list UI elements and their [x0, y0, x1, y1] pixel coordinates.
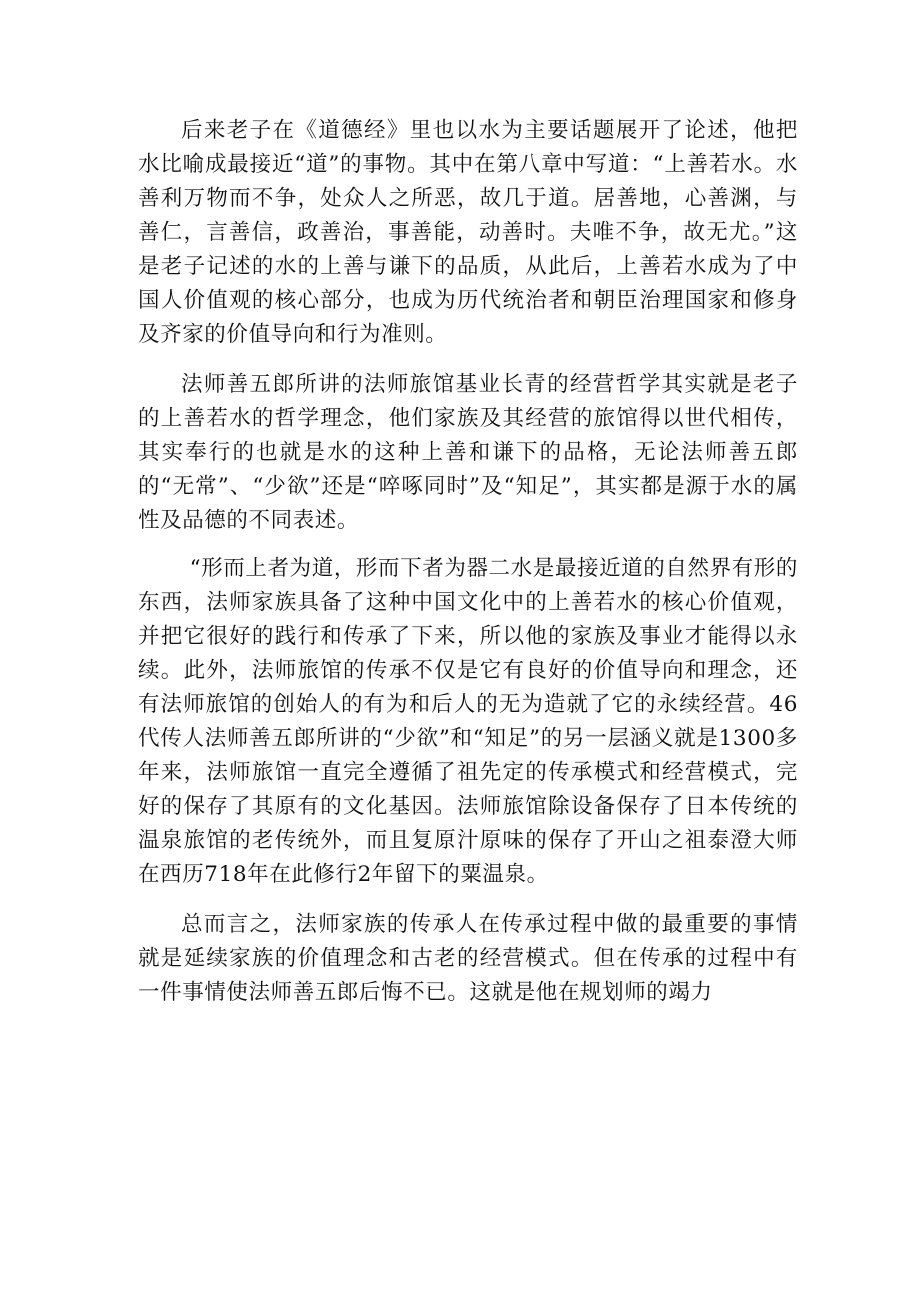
paragraph-conclusion: 总而言之，法师家族的传承人在传承过程中做的最重要的事情就是延续家族的价值理念和古老的经营模式。但在传承的过程中有一件事情使法师善五郎后悔不已。这就是他在规划师的竭力: [138, 912, 798, 1005]
paragraph-heritage: “形而上者为道，形而下者为器二水是最接近道的自然界有形的东西，法师家族具备了这种中国文化中的上善若水的核心价值观，并把它很好的践行和传承了下来，所以他的家族及事业才能得以永续。此外，法师旅馆的传承不仅是它有良好的价值导向和理念，还有法师旅馆的创始人的有为和后人的无为造就了它的永续经营。46代传人法师善五郎所讲的“少欲”和“知足”的另一层涵义就是1300多年来，法师旅馆一直完全遵循了祖先定的传承模式和经营模式，完好的保存了其原有的文化基因。法师旅馆除设备保存了日本传统的温泉旅馆的老传统外，而且复原汁原味的保存了开山之祖泰澄大师在西历718年在此修行2年留下的粟温泉。: [138, 556, 798, 887]
document-body: [138, 114, 798, 1010]
paragraph-business-philosophy: 法师善五郎所讲的法师旅馆基业长青的经营哲学其实就是老子的上善若水的哲学理念，他们家族及其经营的旅馆得以世代相传，其实奉行的也就是水的这种上善和谦下的品格，无论法师善五郎的“无常”、“少欲”还是“啐啄同时”及“知足”，其实都是源于水的属性及品德的不同表述。: [138, 372, 798, 533]
paragraph-laozi-water: 后来老子在《道德经》里也以水为主要话题展开了论述，他把水比喻成最接近“道”的事物。其中在第八章中写道：“上善若水。水善利万物而不争，处众人之所恶，故几于道。居善地，心善渊，与善仁，言善信，政善治，事善能，动善时。夫唯不争，故无尤。”这是老子记述的水的上善与谦下的品质，从此后，上善若水成为了中国人价值观的核心部分，也成为历代统治者和朝臣治理国家和修身及齐家的价值导向和行为准则。: [138, 118, 798, 347]
